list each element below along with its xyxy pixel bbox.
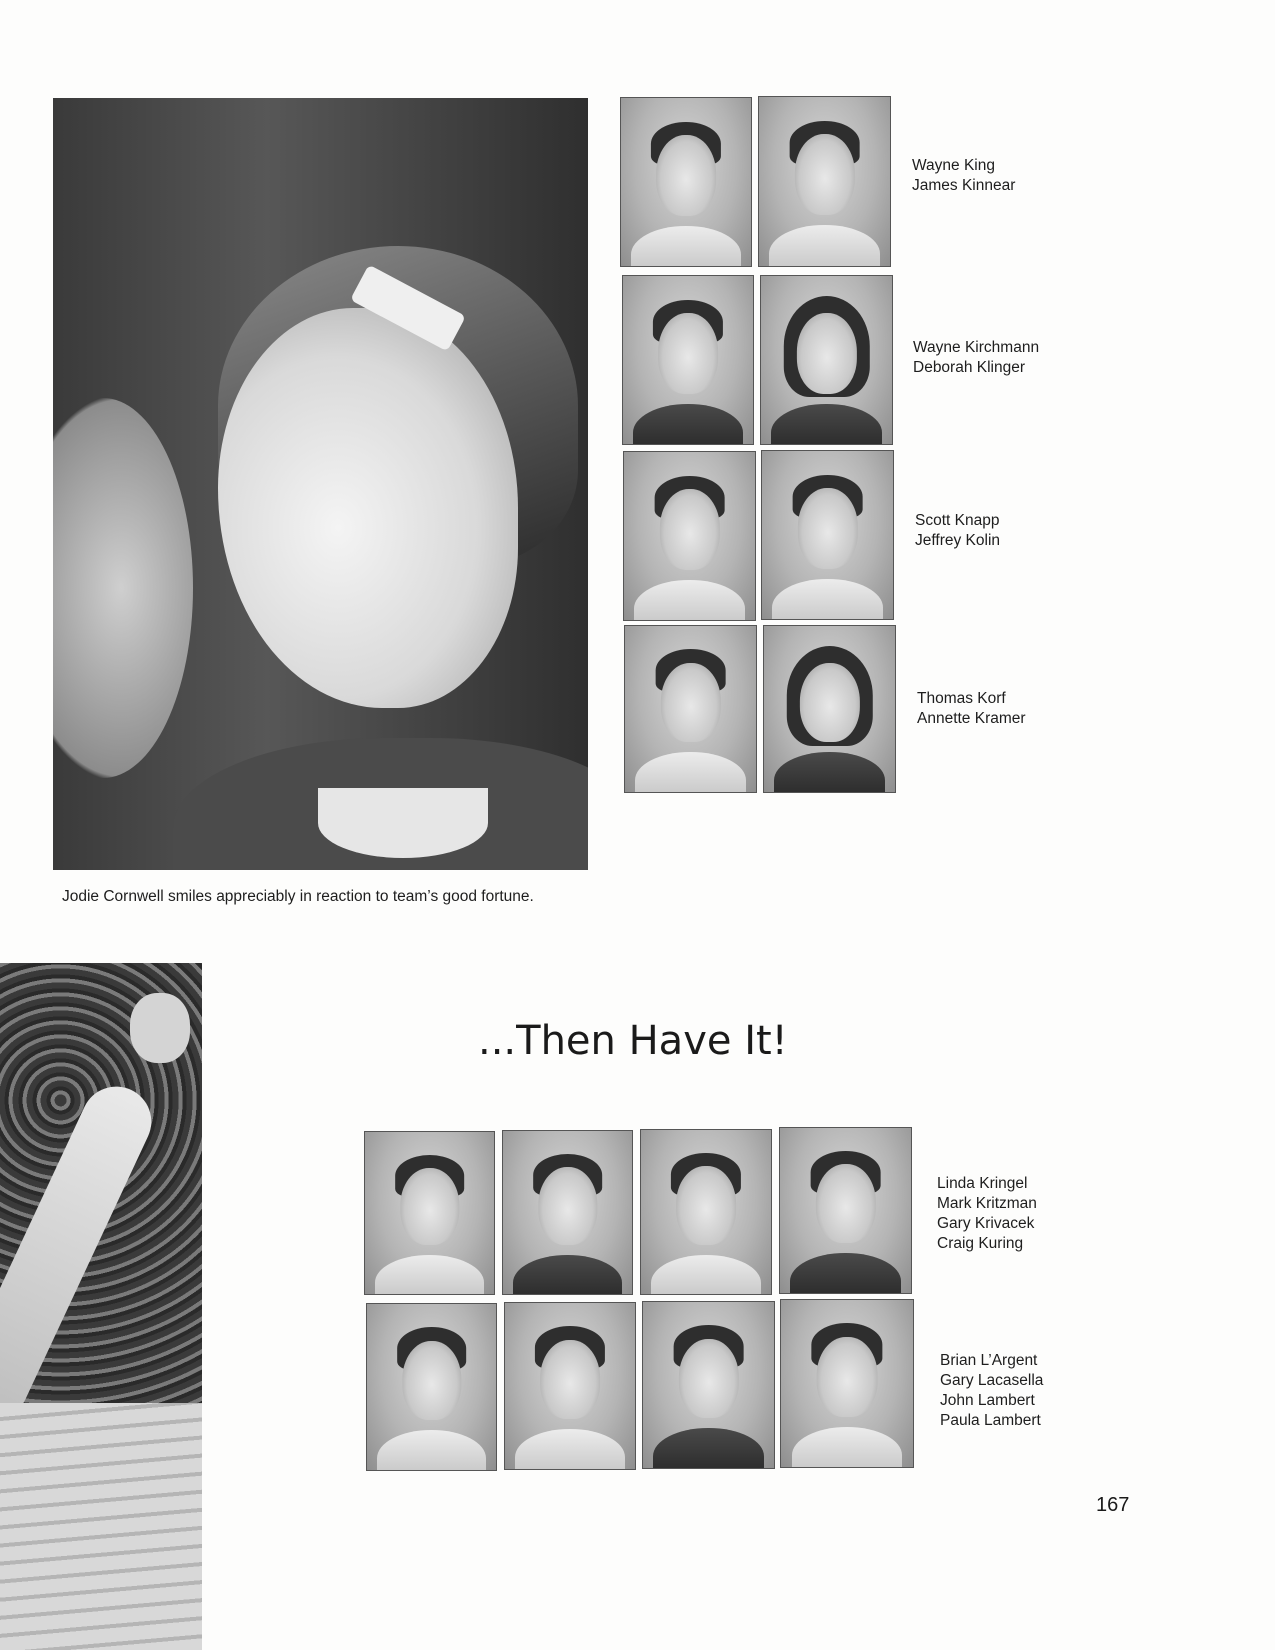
- person-name: Jeffrey Kolin: [915, 532, 1001, 549]
- portrait-photo: [780, 1299, 914, 1468]
- person-name: Annette Kramer: [917, 710, 1026, 727]
- bleachers: [0, 1403, 202, 1650]
- raised-fist: [130, 993, 190, 1063]
- person-name: Gary Krivacek: [937, 1215, 1035, 1232]
- person-name: James Kinnear: [912, 177, 1016, 194]
- face: [218, 308, 518, 708]
- portrait-photo: [758, 96, 891, 267]
- portrait-photo: [624, 625, 757, 793]
- person-name: Linda Kringel: [937, 1175, 1028, 1192]
- portrait-photo: [763, 625, 896, 793]
- person-name: Paula Lambert: [940, 1412, 1041, 1429]
- portrait-photo: [779, 1127, 912, 1294]
- feature-photo: [53, 98, 588, 870]
- person-name: Brian L’Argent: [940, 1352, 1038, 1369]
- section-headline: ...Then Have It!: [478, 1018, 788, 1064]
- portrait-photo: [366, 1303, 497, 1471]
- person-name: Thomas Korf: [917, 690, 1006, 707]
- person-name: Craig Kuring: [937, 1235, 1024, 1252]
- portrait-photo: [504, 1302, 636, 1470]
- page-number: 167: [1096, 1494, 1130, 1516]
- person-name: Wayne King: [912, 157, 995, 174]
- portrait-photo: [620, 97, 752, 267]
- portrait-photo: [622, 275, 754, 445]
- person-name: Gary Lacasella: [940, 1372, 1044, 1389]
- portrait-photo: [502, 1130, 633, 1295]
- portrait-photo: [364, 1131, 495, 1295]
- person-name: Deborah Klinger: [913, 359, 1026, 376]
- portrait-photo: [761, 450, 894, 620]
- portrait-photo: [640, 1129, 772, 1295]
- background-figure: [53, 398, 193, 778]
- name-list: [940, 1351, 1043, 1431]
- collar: [318, 788, 488, 858]
- portrait-photo: [623, 451, 756, 621]
- person-name: Scott Knapp: [915, 512, 1000, 529]
- name-list: [917, 689, 1026, 729]
- name-list: [915, 511, 1000, 551]
- raised-arm: [0, 1075, 163, 1431]
- person-name: Wayne Kirchmann: [913, 339, 1040, 356]
- crowd-photo: [0, 963, 202, 1650]
- portrait-photo: [760, 275, 893, 445]
- name-list: [937, 1174, 1037, 1254]
- name-list: [912, 156, 1015, 196]
- person-name: John Lambert: [940, 1392, 1035, 1409]
- portrait-photo: [642, 1301, 775, 1469]
- person-name: Mark Kritzman: [937, 1195, 1037, 1212]
- feature-photo-caption: Jodie Cornwell smiles appreciably in reaction to team’s good fortune.: [62, 888, 534, 905]
- name-list: [913, 338, 1039, 378]
